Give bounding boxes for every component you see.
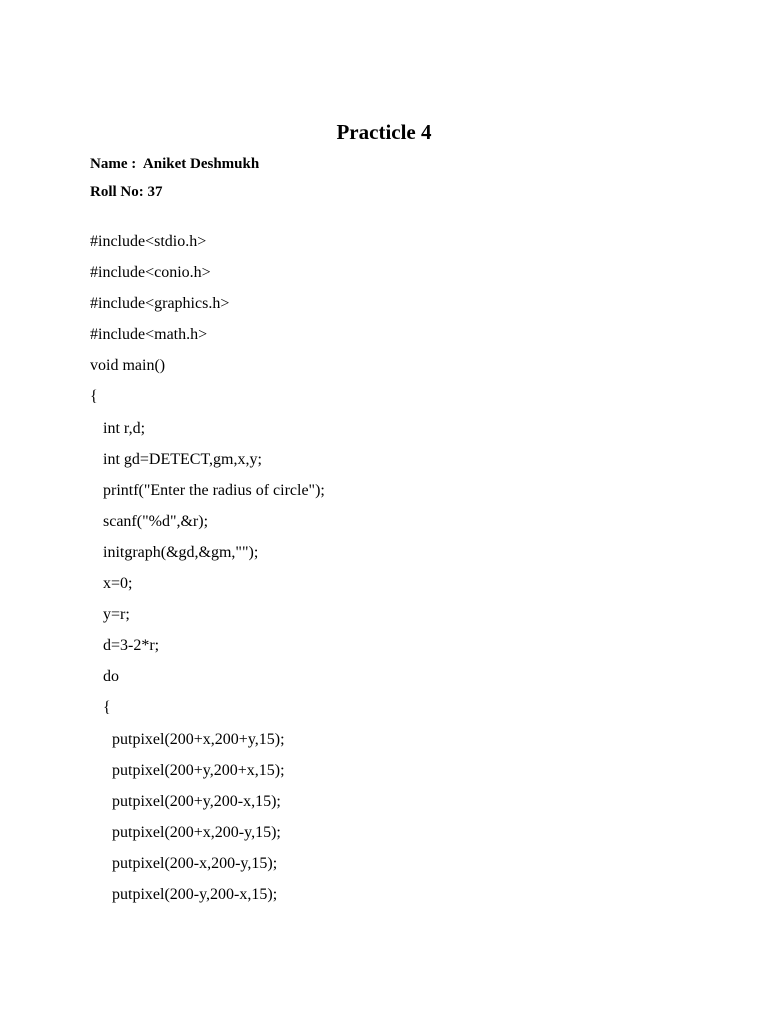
author-name: Name : Aniket Deshmukh (90, 156, 260, 172)
code-line: putpixel(200+x,200-y,15); (112, 823, 281, 841)
code-line: putpixel(200-x,200-y,15); (112, 854, 278, 872)
code-line: putpixel(200-y,200-x,15); (112, 885, 278, 903)
code-line: x=0; (103, 575, 133, 593)
code-line: { (103, 699, 111, 717)
code-line: printf("Enter the radius of circle"); (103, 481, 325, 499)
code-line: putpixel(200+x,200+y,15); (112, 730, 285, 748)
code-line: int gd=DETECT,gm,x,y; (103, 450, 262, 468)
code-line: do (103, 668, 119, 686)
document-title: Practicle 4 (336, 120, 432, 144)
roll-number: Roll No: 37 (90, 184, 163, 200)
code-line: d=3-2*r; (103, 637, 160, 655)
code-line: #include<graphics.h> (90, 295, 230, 313)
code-line: #include<stdio.h> (90, 233, 207, 250)
code-line: { (90, 388, 98, 406)
code-line: #include<math.h> (90, 326, 208, 344)
code-line: #include<conio.h> (90, 264, 211, 282)
code-line: void main() (90, 357, 166, 375)
code-line: initgraph(&gd,&gm,""); (103, 543, 259, 561)
code-line: scanf("%d",&r); (103, 512, 209, 530)
code-line: putpixel(200+y,200+x,15); (112, 761, 285, 779)
code-line: putpixel(200+y,200-x,15); (112, 792, 281, 810)
code-listing (90, 232, 325, 916)
code-line: int r,d; (103, 419, 146, 437)
code-line: y=r; (103, 606, 130, 624)
